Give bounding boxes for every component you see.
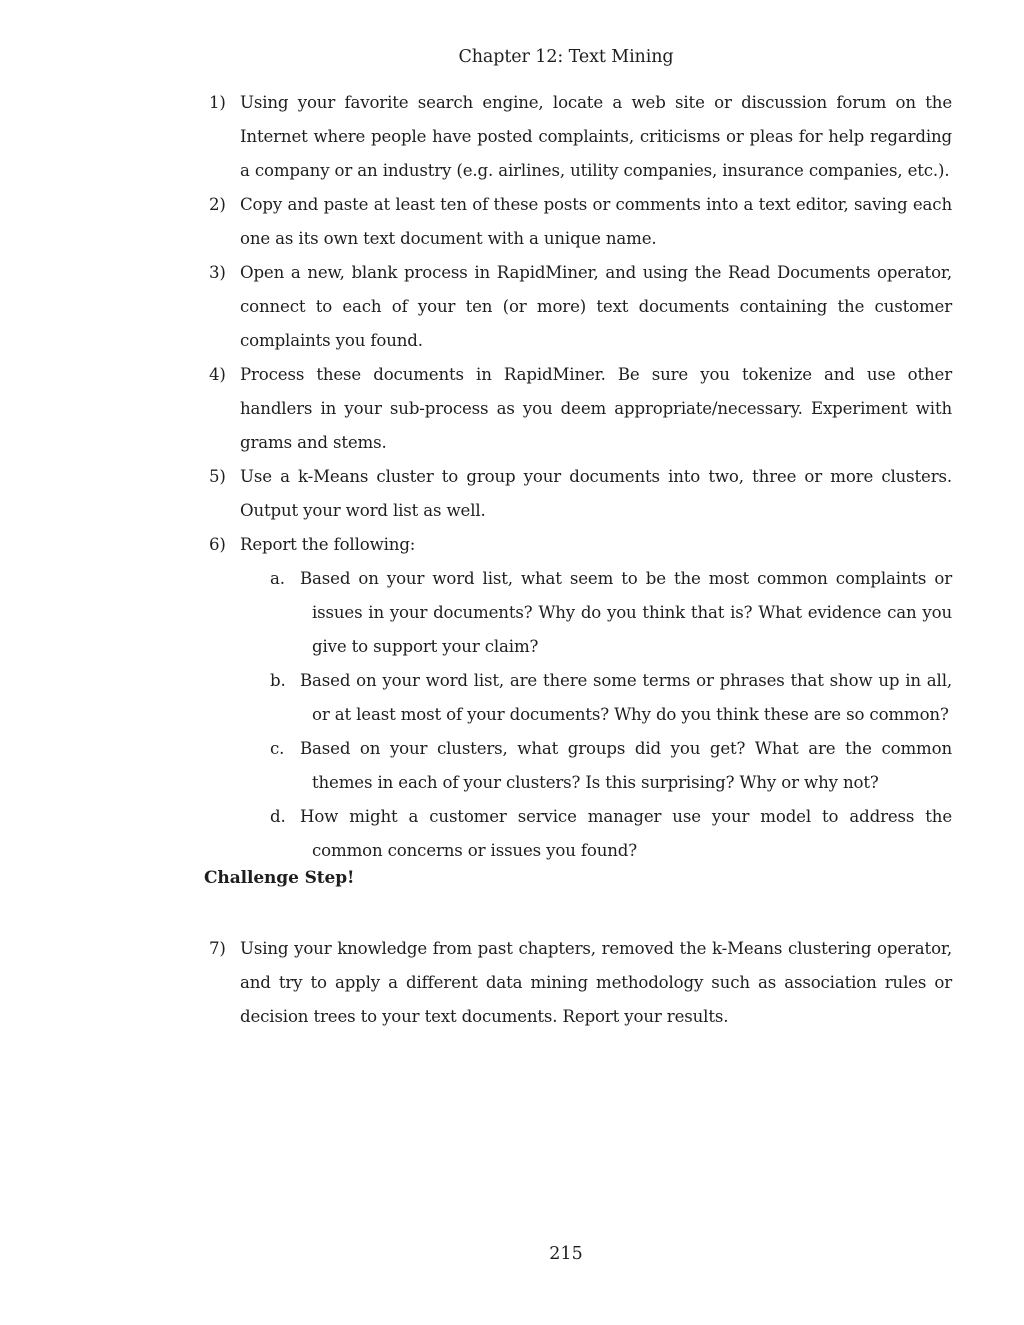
step-item [204,528,952,868]
step-item [204,86,952,188]
step-number: 5) [209,467,226,486]
challenge-steps [204,932,952,1034]
step-item [204,932,952,1034]
step-number: 7) [209,939,226,958]
step-text: Copy and paste at least ten of these posts or comments into a text editor, saving each one as its own text document with a unique name. [240,195,952,248]
step-item [204,256,952,358]
step-number: 4) [209,365,226,384]
report-question [240,732,952,800]
page-header: Chapter 12: Text Mining [458,47,674,67]
step-text: Report the following: [240,535,416,554]
report-question [240,800,952,868]
report-question [240,562,952,664]
report-question [240,664,952,732]
step-number: 2) [209,195,226,214]
challenge-heading: Challenge Step! [204,868,355,888]
step-number: 6) [209,535,226,554]
question-text: Based on your word list, what seem to be the most common complaints or issues in your documents? Why do you think that is? What evidence can you give to support your claim? [300,569,952,656]
question-letter: a. [270,569,285,588]
question-letter: d. [270,807,286,826]
step-number: 3) [209,263,226,282]
report-questions [240,562,952,868]
step-text: Using your knowledge from past chapters, removed the k-Means clustering operator, and try to apply a different data mining methodology such as association rules or decision trees to your text documents. Report your results. [240,939,952,1026]
page-number: 215 [549,1244,583,1264]
question-text: Based on your word list, are there some terms or phrases that show up in all, or at least most of your documents? Why do you think these are so common? [300,671,952,724]
step-item [204,188,952,256]
question-letter: b. [270,671,286,690]
step-text: Using your favorite search engine, locate a web site or discussion forum on the Internet where people have posted complaints, criticisms or pleas for help regarding a company or an industry (e.g. airlines, utility companies, insurance companies, etc.). [240,93,952,180]
step-item [204,358,952,460]
step-text: Open a new, blank process in RapidMiner, and using the Read Documents operator, connect to each of your ten (or more) text documents containing the customer complaints you found. [240,263,952,350]
step-item [204,460,952,528]
step-text: Process these documents in RapidMiner. Be sure you tokenize and use other handlers in your sub-process as you deem appropriate/necessary. Experiment with grams and stems. [240,365,952,452]
exercise-steps [204,86,952,868]
question-text: Based on your clusters, what groups did you get? What are the common themes in each of your clusters? Is this surprising? Why or why not? [300,739,952,792]
step-number: 1) [209,93,226,112]
question-letter: c. [270,739,285,758]
step-text: Use a k-Means cluster to group your documents into two, three or more clusters. Output your word list as well. [240,467,952,520]
question-text: How might a customer service manager use your model to address the common concerns or issues you found? [300,807,952,860]
